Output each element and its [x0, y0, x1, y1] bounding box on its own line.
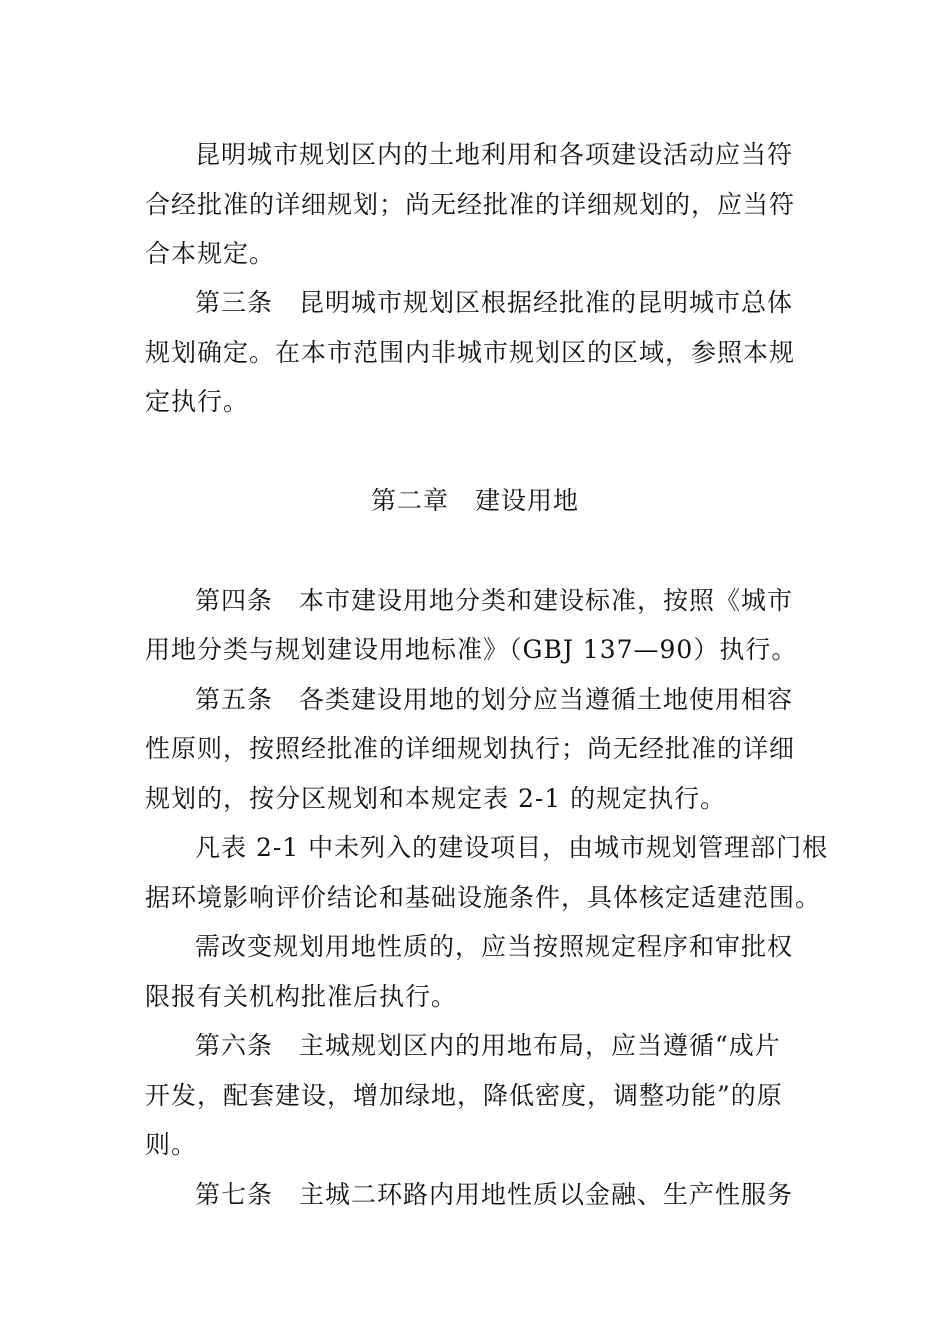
paragraph-change-use-line-1: 需改变规划用地性质的，应当按照规定程序和审批权	[195, 932, 794, 961]
article-4-line-1: 第四条 本市建设用地分类和建设标准，按照《城市	[195, 586, 794, 615]
chapter-heading: 第二章 建设用地	[370, 486, 579, 515]
article-6-line-3: 则。	[145, 1130, 198, 1159]
article-3-line-2: 规划确定。在本市范围内非城市规划区的区域，参照本规	[145, 338, 796, 367]
article-6-line-2: 开发，配套建设，增加绿地，降低密度，调整功能”的原	[145, 1081, 783, 1110]
paragraph-1-line-2: 合经批准的详细规划；尚无经批准的详细规划的，应当符	[145, 190, 796, 219]
article-3-line-3: 定执行。	[145, 387, 250, 416]
paragraph-1-line-1: 昆明城市规划区内的土地利用和各项建设活动应当符	[195, 140, 794, 169]
paragraph-change-use-line-2: 限报有关机构批准后执行。	[145, 982, 458, 1011]
article-5-line-1: 第五条 各类建设用地的划分应当遵循土地使用相容	[195, 685, 794, 714]
article-7-line-1: 第七条 主城二环路内用地性质以金融、生产性服务	[195, 1180, 794, 1209]
paragraph-table-note-line-1: 凡表 2-1 中未列入的建设项目，由城市规划管理部门根	[195, 833, 829, 862]
article-5-line-2: 性原则，按照经批准的详细规划执行；尚无经批准的详细	[145, 734, 796, 763]
paragraph-1-line-3: 合本规定。	[145, 239, 276, 268]
paragraph-table-note-line-2: 据环境影响评价结论和基础设施条件，具体核定适建范围。	[145, 883, 822, 912]
article-6-line-1: 第六条 主城规划区内的用地布局，应当遵循“成片	[195, 1031, 781, 1060]
article-4-line-2: 用地分类与规划建设用地标准》（GBJ 137—90）执行。	[145, 635, 798, 664]
article-3-line-1: 第三条 昆明城市规划区根据经批准的昆明城市总体	[195, 288, 794, 317]
article-5-line-3: 规划的，按分区规划和本规定表 2-1 的规定执行。	[145, 784, 727, 813]
